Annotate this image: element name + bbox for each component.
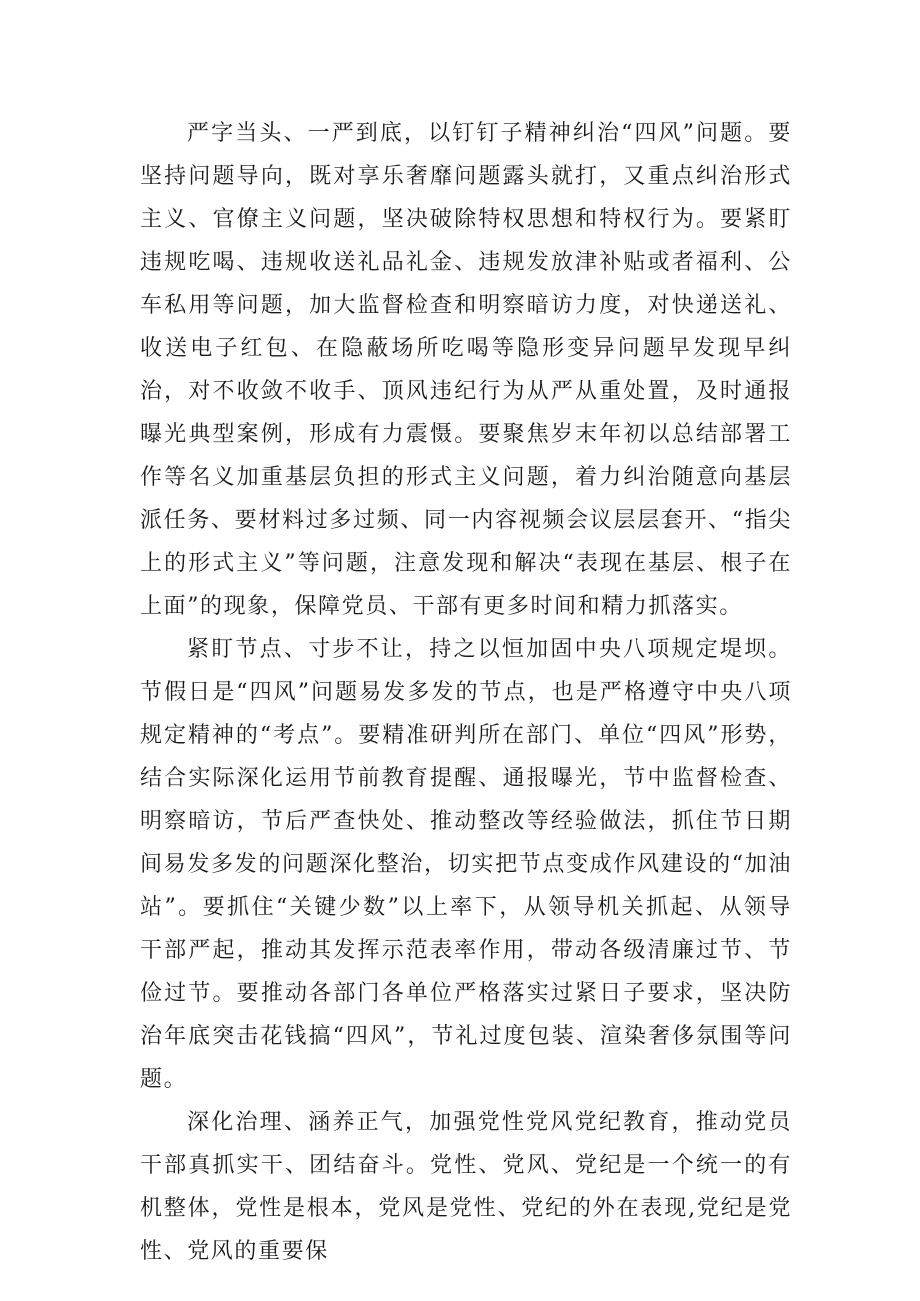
document-body xyxy=(140,112,792,1273)
paragraph-holiday-nodes: 紧盯节点、寸步不让，持之以恒加固中央八项规定堤坝。节假日是“四风”问题易发多发的节点，也是严格遵守中央八项规定精神的“考点”。要精准研判所在部门、单位“四风”形势，结合实际深化运用节前教育提醒、通报曝光，节中监督检查、明察暗访，节后严查快处、推动整改等经验做法，抓住节日期间易发多发的问题深化整治，切实把节点变成作风建设的“加油站”。要抓住“关键少数”以上率下，从领导机关抓起、从领导干部严起，推动其发挥示范表率作用，带动各级清廉过节、节俭过节。要推动各部门各单位严格落实过紧日子要求，坚决防治年底突击花钱搞“四风”，节礼过度包装、渲染奢侈氛围等问题。 xyxy=(140,637,792,1092)
paragraph-discipline-four-winds: 严字当头、一严到底，以钉钉子精神纠治“四风”问题。要坚持问题导向，既对享乐奢靡问题露头就打，又重点纠治形式主义、官僚主义问题，坚决破除特权思想和特权行为。要紧盯违规吃喝、违规收送礼品礼金、违规发放津补贴或者福利、公车私用等问题，加大监督检查和明察暗访力度，对快递送礼、收送电子红包、在隐蔽场所吃喝等隐形变异问题早发现早纠治，对不收敛不收手、顶风违纪行为从严从重处置，及时通报曝光典型案例，形成有力震慑。要聚焦岁末年初以总结部署工作等名义加重基层负担的形式主义问题，着力纠治随意向基层派任务、要材料过多过频、同一内容视频会议层层套开、“指尖上的形式主义”等问题，注意发现和解决“表现在基层、根子在上面”的现象，保障党员、干部有更多时间和精力抓落实。 xyxy=(140,121,792,619)
paragraph-party-education: 深化治理、涵养正气，加强党性党风党纪教育，推动党员干部真抓实干、团结奋斗。党性、党风、党纪是一个统一的有机整体，党性是根本，党风是党性、党纪的外在表现,党纪是党性、党风的重要保 xyxy=(140,1110,792,1264)
